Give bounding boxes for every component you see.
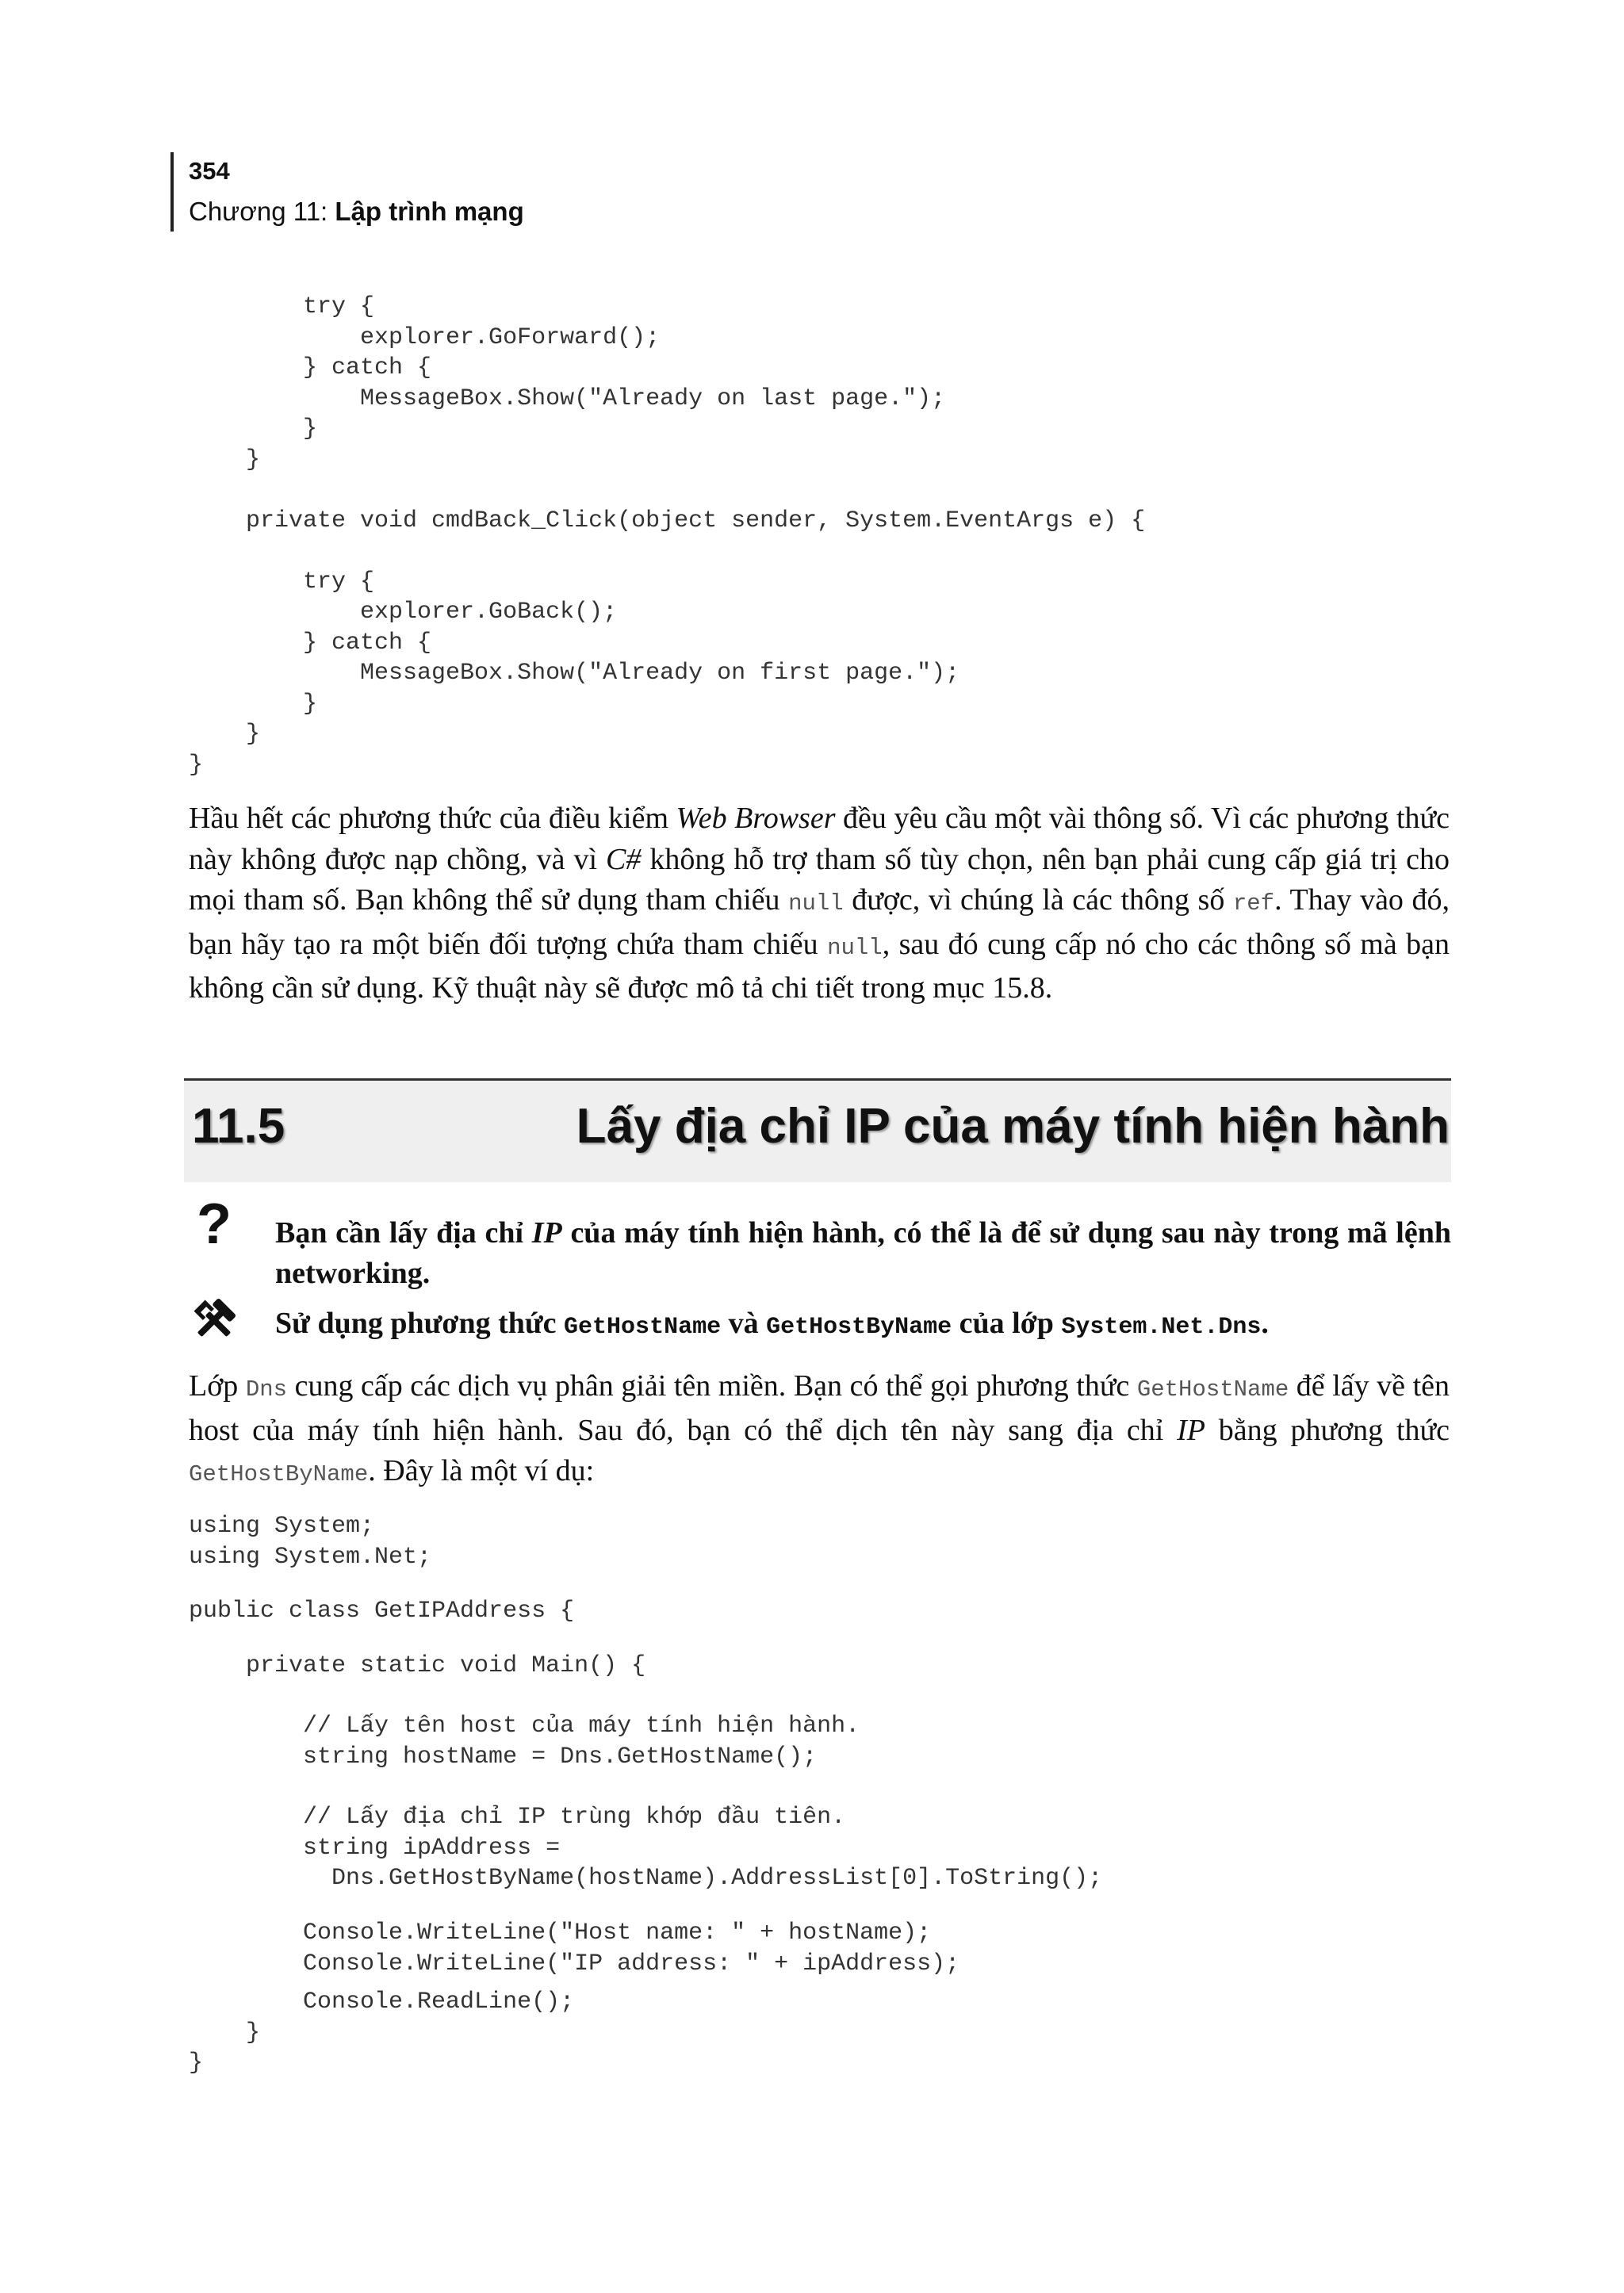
code-block-readline: Console.ReadLine(); } } bbox=[189, 1989, 575, 2077]
problem-statement: Bạn cần lấy địa chỉ IP của máy tính hiện hành, có thể là để sử dụng sau này trong mã lệnh networking. bbox=[275, 1216, 1451, 1290]
page-number: 354 bbox=[189, 157, 230, 185]
header-rule bbox=[170, 152, 174, 232]
chapter-heading bbox=[189, 197, 524, 227]
question-icon: ? bbox=[197, 1192, 232, 1256]
code-block-class-decl: public class GetIPAddress { bbox=[189, 1598, 575, 1625]
paragraph-dns: Lớp Dns cung cấp các dịch vụ phân giải tên miền. Bạn có thể gọi phương thức GetHostName để lấy về tên host của máy tính hiện hành. Sau đó, bạn có thể dịch tên này sang địa chỉ IP bằng phương thức GetHostByName. Đây là một ví dụ: bbox=[189, 1369, 1450, 1487]
solution-statement: Sử dụng phương thức GetHostName và GetHostByName của lớp System.Net.Dns. bbox=[275, 1307, 1269, 1341]
code-block-ipaddress: // Lấy địa chỉ IP trùng khớp đầu tiên. string ipAddress = Dns.GetHostByName(hostName).AddressList[0].ToString(); bbox=[303, 1804, 1103, 1892]
section-title: Lấy địa chỉ IP của máy tính hiện hành bbox=[576, 1099, 1450, 1154]
paragraph-web-browser: Hầu hết các phương thức của điều kiểm Web Browser đều yêu cầu một vài thông số. Vì các phương thức này không được nạp chồng, và vì C# không hỗ trợ tham số tùy chọn, nên bạn phải cung cấp giá trị cho mọi tham số. Bạn không thể sử dụng tham chiếu null được, vì chúng là các thông số ref. Thay vào đó, bạn hãy tạo ra một biến đối tượng chứa tham chiếu null, sau đó cung cấp nó cho các thông số mà bạn không cần sử dụng. Kỹ thuật này sẽ được mô tả chi tiết trong mục 15.8. bbox=[189, 802, 1450, 1005]
code-block-main-decl: private static void Main() { bbox=[189, 1652, 646, 1679]
tools-icon bbox=[190, 1296, 238, 1344]
code-block-using: using System; using System.Net; bbox=[189, 1513, 432, 1571]
code-block-hostname: // Lấy tên host của máy tính hiện hành. string hostName = Dns.GetHostName(); bbox=[303, 1713, 860, 1770]
code-block-writeline: Console.WriteLine("Host name: " + hostName); Console.WriteLine("IP address: " + ipAddress); bbox=[303, 1920, 960, 1977]
chapter-prefix: Chương 11: bbox=[189, 197, 335, 226]
chapter-title: Lập trình mạng bbox=[335, 197, 524, 226]
section-number: 11.5 bbox=[192, 1099, 285, 1154]
code-block-browser-nav: try { explorer.GoForward(); } catch { MessageBox.Show("Already on last page."); } } private void cmdBack_Click(object sender, System.EventArgs e) { try { explorer.GoBack(); } catch { MessageBox.Show("Already on first page."); } } } bbox=[189, 293, 1146, 779]
